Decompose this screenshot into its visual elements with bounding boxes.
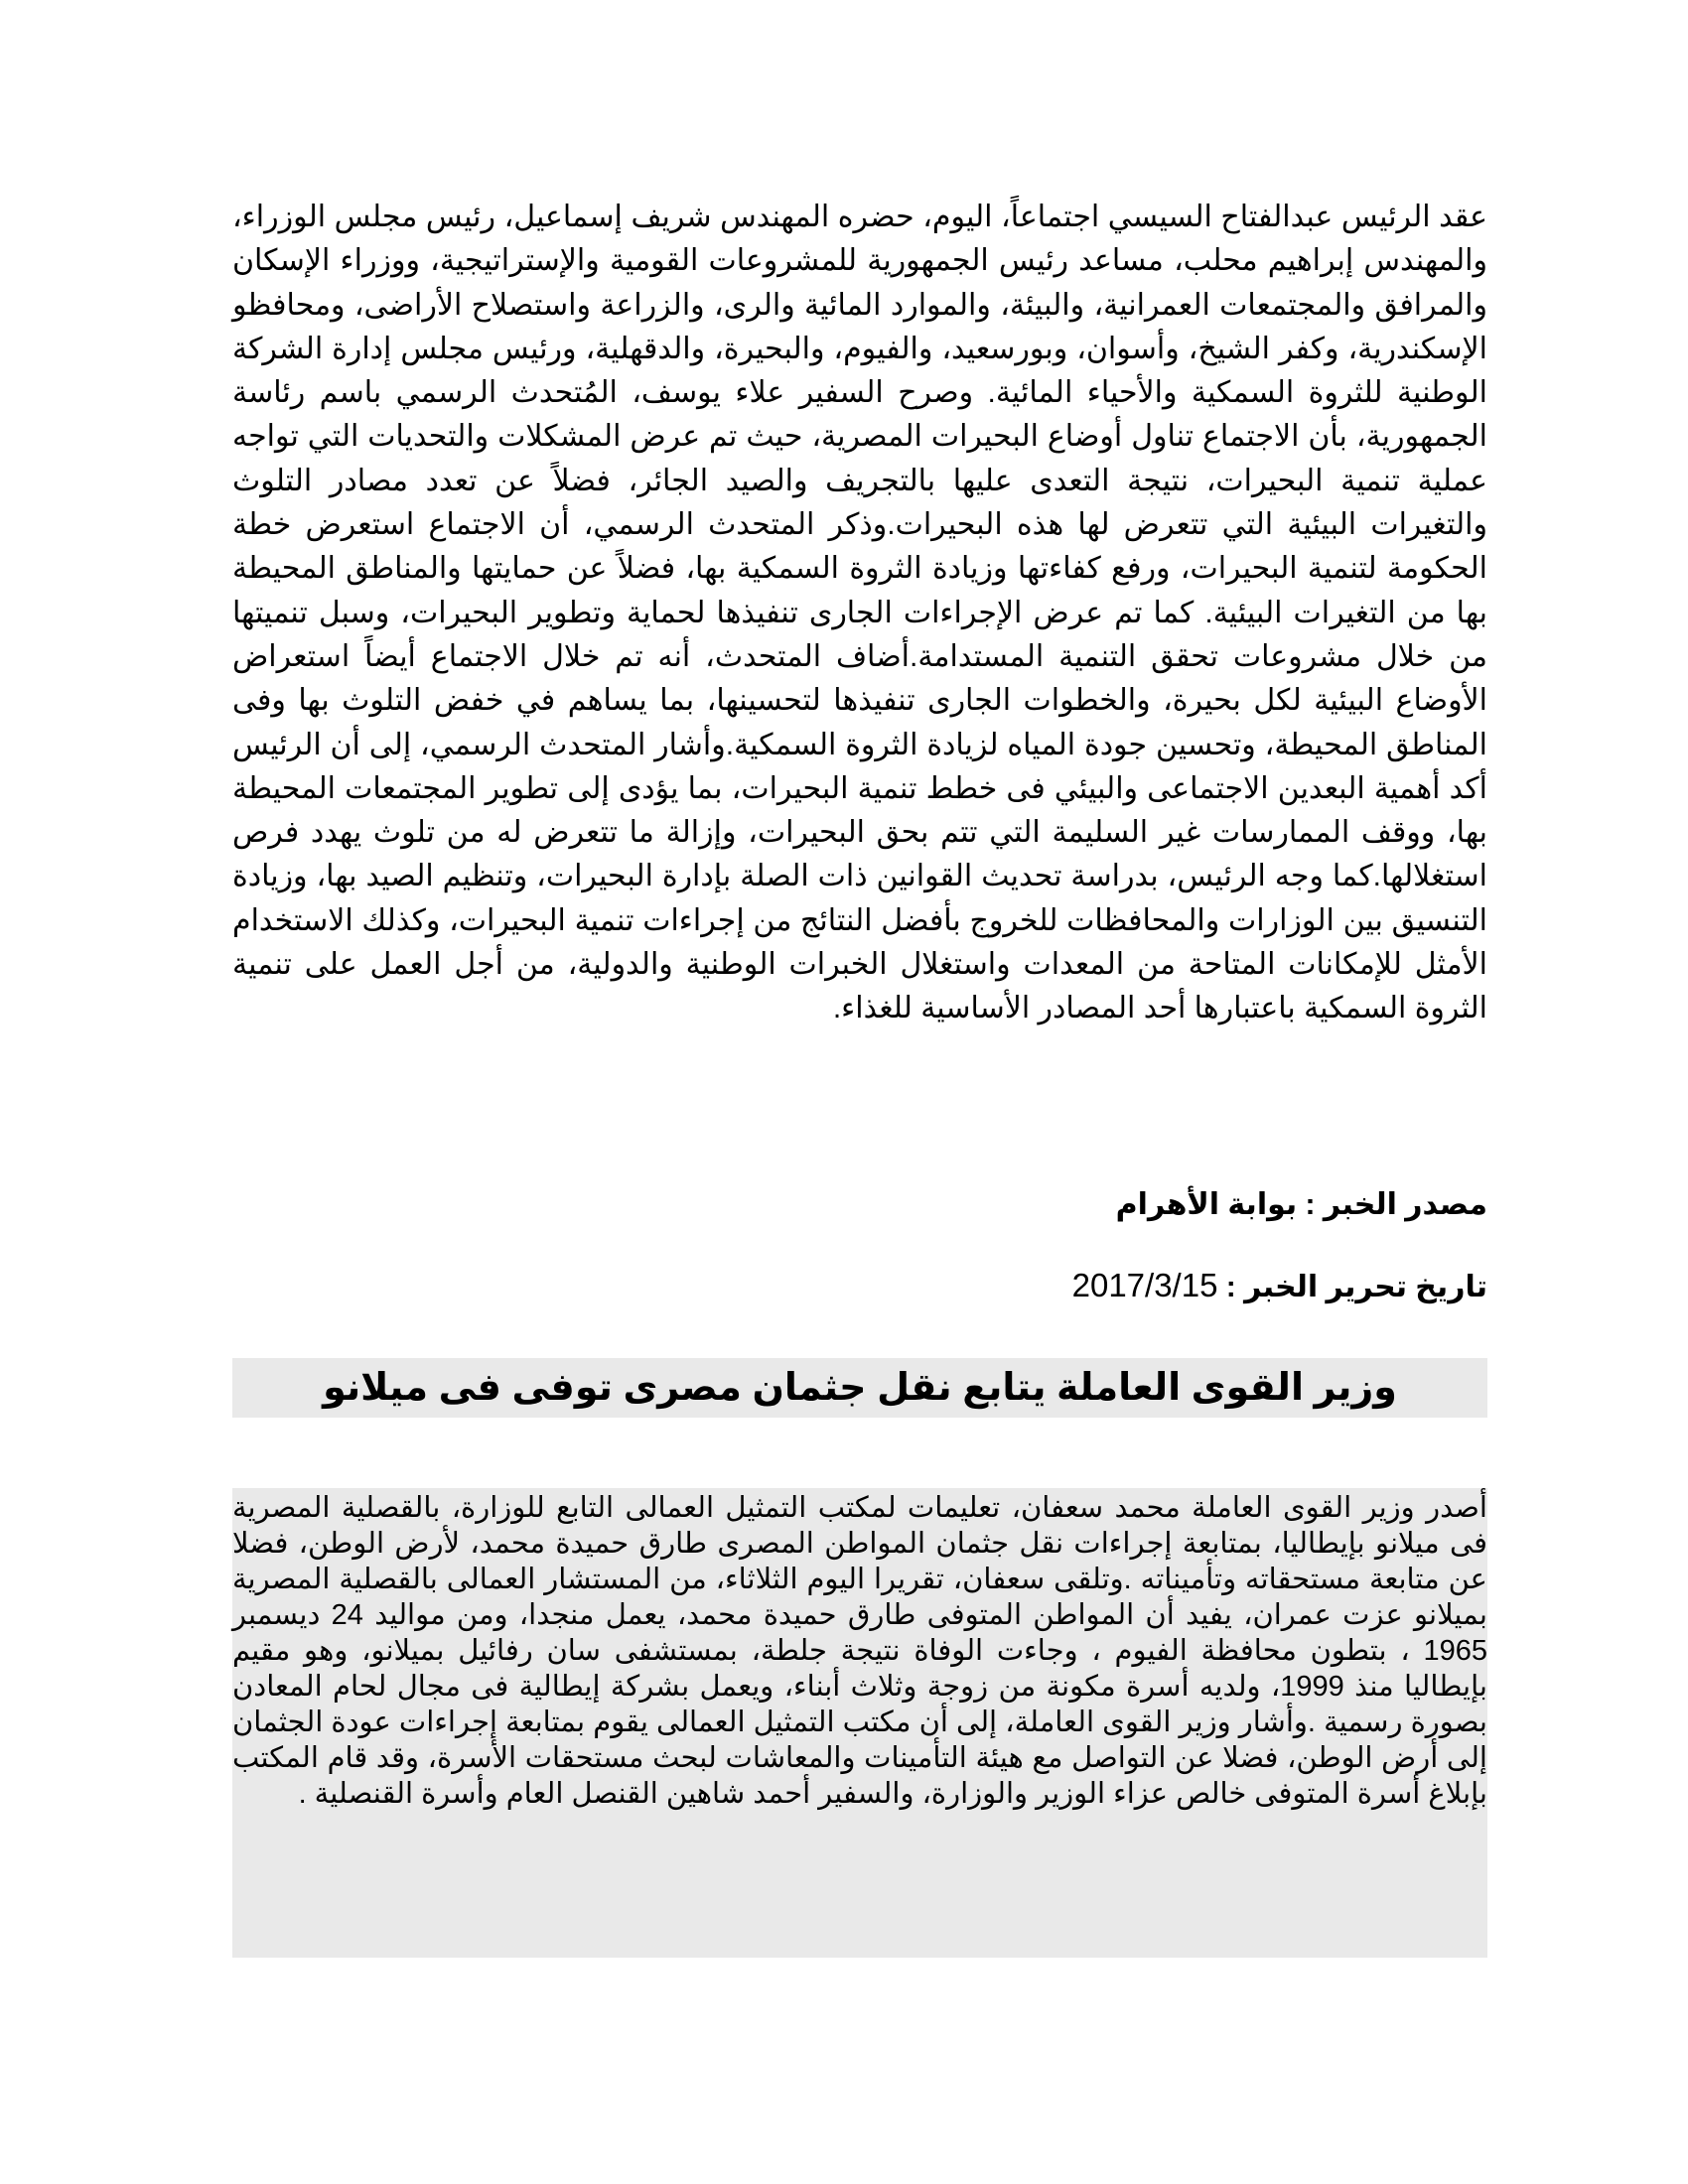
article-headline: وزير القوى العاملة يتابع نقل جثمان مصرى توفى فى ميلانو <box>323 1367 1397 1409</box>
article-lakes-body: عقد الرئيس عبدالفتاح السيسي اجتماعاً، اليوم، حضره المهندس شريف إسماعيل، رئيس مجلس الوزراء، والمهندس إبراهيم محلب، مساعد رئيس الجمهورية للمشروعات القومية والإستراتيجية، ووزراء الإسكان والمرافق والمجتمعات العمرانية، والبيئة، والموارد المائية والرى، والزراعة واستصلاح الأراضى، ومحافظو الإسكندرية، وكفر الشيخ، وأسوان، وبورسعيد، والفيوم، والبحيرة، والدقهلية، ورئيس مجلس إدارة الشركة الوطنية للثروة السمكية والأحياء المائية. وصرح السفير علاء يوسف، المُتحدث الرسمي باسم رئاسة الجمهورية، بأن الاجتماع تناول أوضاع البحيرات المصرية، حيث تم عرض المشكلات والتحديات التي تواجه عملية تنمية البحيرات، نتيجة التعدى عليها بالتجريف والصيد الجائر، فضلاً عن تعدد مصادر التلوث والتغيرات البيئية التي تتعرض لها هذه البحيرات.وذكر المتحدث الرسمي، أن الاجتماع استعرض خطة الحكومة لتنمية البحيرات، ورفع كفاءتها وزيادة الثروة السمكية بها، فضلاً عن حمايتها والمناطق المحيطة بها من التغيرات البيئية. كما تم عرض الإجراءات الجارى تنفيذها لحماية وتطوير البحيرات، وسبل تنميتها من خلال مشروعات تحقق التنمية المستدامة.أضاف المتحدث، أنه تم خلال الاجتماع أيضاً استعراض الأوضاع البيئية لكل بحيرة، والخطوات الجارى تنفيذها لتحسينها، بما يساهم في خفض التلوث بها وفى المناطق المحيطة، وتحسين جودة المياه لزيادة الثروة السمكية.وأشار المتحدث الرسمي، إلى أن الرئيس أكد أهمية البعدين الاجتماعى والبيئي فى خطط تنمية البحيرات، بما يؤدى إلى تطوير المجتمعات المحيطة بها، ووقف الممارسات غير السليمة التي تتم بحق البحيرات، وإزالة ما تتعرض له من تلوث يهدد فرص استغلالها.كما وجه الرئيس، بدراسة تحديث القوانين ذات الصلة بإدارة البحيرات، وتنظيم الصيد بها، وزيادة التنسيق بين الوزارات والمحافظات للخروج بأفضل النتائج من إجراءات تنمية البحيرات، وكذلك الاستخدام الأمثل للإمكانات المتاحة من المعدات واستغلال الخبرات الوطنية والدولية، من أجل العمل على تنمية الثروة السمكية باعتبارها أحد المصادر الأساسية للغذاء. <box>232 201 1487 1025</box>
news-date-value: 2017/3/15 <box>1071 1267 1218 1303</box>
news-source-line <box>1116 1187 1487 1222</box>
news-date-label: تاريخ تحرير الخبر : <box>1217 1271 1487 1303</box>
article-manpower-body: أصدر وزير القوى العاملة محمد سعفان، تعليمات لمكتب التمثيل العمالى التابع للوزارة، بالقصلية المصرية فى ميلانو بإيطاليا، بمتابعة إجراءات نقل جثمان المواطن المصرى طارق حميدة محمد، لأرض الوطن، فضلا عن متابعة مستحقاته وتأميناته .وتلقى سعفان، تقريرا اليوم الثلاثاء، من المستشار العمالى بالقصلية المصرية بميلانو عزت عمران، يفيد أن المواطن المتوفى طارق حميدة محمد، يعمل منجدا، ومن مواليد 24 ديسمبر 1965 ، بتطون محافظة الفيوم ، وجاءت الوفاة نتيجة جلطة، بمستشفى سان رفائيل بميلانو، وهو مقيم بإيطاليا منذ 1999، ولديه أسرة مكونة من زوجة وثلاث أبناء، ويعمل بشركة إيطالية فى مجال لحام المعادن بصورة رسمية .وأشار وزير القوى العاملة، إلى أن مكتب التمثيل العمالى يقوم بمتابعة إجراءات عودة الجثمان إلى أرض الوطن، فضلا عن التواصل مع هيئة التأمينات والمعاشات لبحث مستحقات الأسرة، وقد قام المكتب بإبلاغ أسرة المتوفى خالص عزاء الوزير والوزارة، والسفير أحمد شاهين القنصل العام وأسرة القنصلية . <box>232 1492 1487 1810</box>
news-source-label: مصدر الخبر : <box>1297 1188 1487 1221</box>
news-date-line <box>1072 1267 1487 1304</box>
news-source-value: بوابة الأهرام <box>1115 1188 1298 1221</box>
